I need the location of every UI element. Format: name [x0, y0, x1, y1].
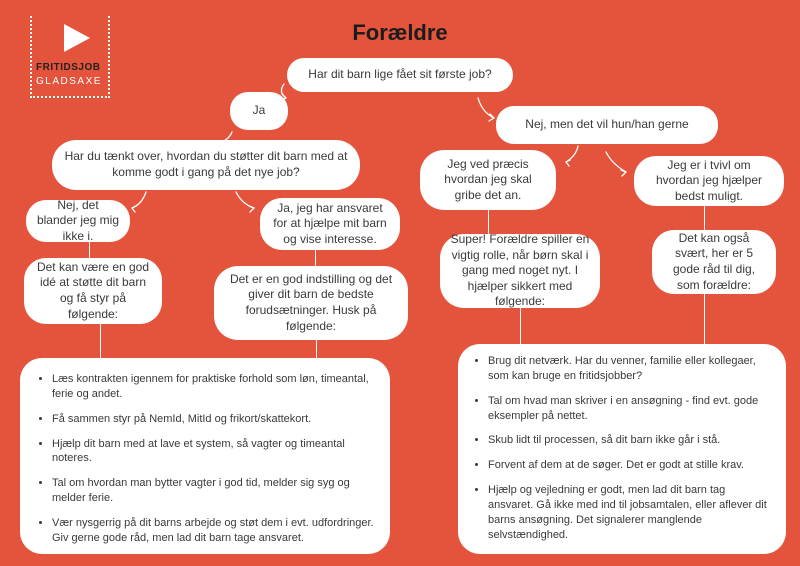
list-item: • Tal om hvad man skriver i en ansøgning - find evt. gode eksempler på nettet. — [488, 394, 772, 424]
no-involvement-response-text: Det kan være en god idé at støtte dit barn og få styr på følgende: — [36, 259, 150, 321]
responsibility-answer — [260, 198, 400, 250]
list-item: • Tal om hvordan man bytter vagter i god tid, melder sig syg og melder ferie. — [52, 476, 374, 506]
responsibility-response-text: Det er en god indstilling og det giver dit barn de bedste forudsætninger. Husk på følgende: — [229, 271, 393, 333]
connector-line — [315, 248, 316, 266]
no-involvement-text: Nej, det blander jeg mig ikke i. — [36, 197, 120, 243]
list-item: • Hjælp og vejledning er godt, men lad dit barn tag ansvaret. Gå ikke med ind til jobsamtalen, eller aflever dit barns ansøgning. Det signalerer manglende selvstændighed. — [488, 483, 772, 542]
list-item: • Forvent af dem at de søger. Det er godt at stille krav. — [488, 458, 772, 473]
arrow-to-doubt — [606, 152, 626, 172]
connector-line — [704, 206, 705, 232]
list-item: • Skub lidt til processen, så dit barn ikke går i stå. — [488, 433, 772, 448]
start-question — [287, 58, 513, 92]
support-tips-list — [20, 358, 390, 554]
list-item: • Brug dit netværk. Har du venner, familie eller kollegaer, som kan bruge en fritidsjobber? — [488, 354, 772, 384]
connector-line — [488, 208, 489, 234]
arrow-to-no-answer — [132, 192, 146, 208]
connector-line — [704, 292, 705, 346]
in-doubt-answer-text: Jeg er i tvivl om hvordan jeg hjælper bedst muligt. — [655, 157, 763, 203]
support-question-text: Har du tænkt over, hvordan du støtter dit barn med at komme godt i gang på det nye job? — [64, 149, 348, 179]
in-doubt-response — [652, 230, 776, 294]
arrow-to-know — [566, 146, 578, 162]
connector-line — [316, 338, 317, 360]
arrow-to-yes-answer — [236, 192, 254, 208]
list-item: • Hjælp dit barn med at lave et system, så vagter og timeantal noteres. — [52, 437, 374, 467]
list-item: • Læs kontrakten igennem for praktiske forhold som løn, timeantal, ferie og andet. — [52, 372, 374, 402]
support-question — [52, 140, 360, 190]
know-how-answer — [420, 150, 556, 210]
answer-no-text: Nej, men det vil hun/han gerne — [525, 117, 689, 132]
no-involvement-answer — [26, 197, 130, 243]
answer-yes — [230, 92, 288, 130]
know-how-response-text: Super! Forældre spiller en vigtig rolle, når børn skal i gang med noget nyt. I hjælper sikkert med følgende: — [450, 232, 590, 309]
page-title: Forældre — [352, 20, 448, 45]
list-item: • Vær nysgerrig på dit barns arbejde og støt dem i evt. udfordringer. Giv gerne gode råd, men lad dit barn tage ansvaret. — [52, 516, 374, 546]
answer-yes-text: Ja — [252, 103, 266, 118]
in-doubt-answer — [634, 156, 784, 206]
responsibility-answer-text: Ja, jeg har ansvaret for at hjælpe mit barn og vise interesse. — [273, 200, 387, 246]
responsibility-response — [214, 266, 408, 340]
in-doubt-response-text: Det kan også svært, her er 5 gode råd til dig, som forældre: — [672, 230, 756, 292]
know-how-answer-text: Jeg ved præcis hvordan jeg skal gribe det an. — [444, 156, 532, 202]
answer-no — [496, 106, 718, 144]
connector-line — [100, 322, 101, 360]
connector-line — [520, 306, 521, 346]
know-how-response — [440, 234, 600, 308]
no-involvement-response — [24, 258, 162, 324]
logo-text-primary: FRITIDSJOB — [36, 62, 101, 73]
list-item: • Få sammen styr på NemId, MitId og frikort/skattekort. — [52, 412, 374, 427]
logo-text-secondary: GLADSAXE — [36, 76, 102, 87]
start-question-text: Har dit barn lige fået sit første job? — [308, 67, 492, 82]
job-search-tips-list — [458, 344, 786, 554]
